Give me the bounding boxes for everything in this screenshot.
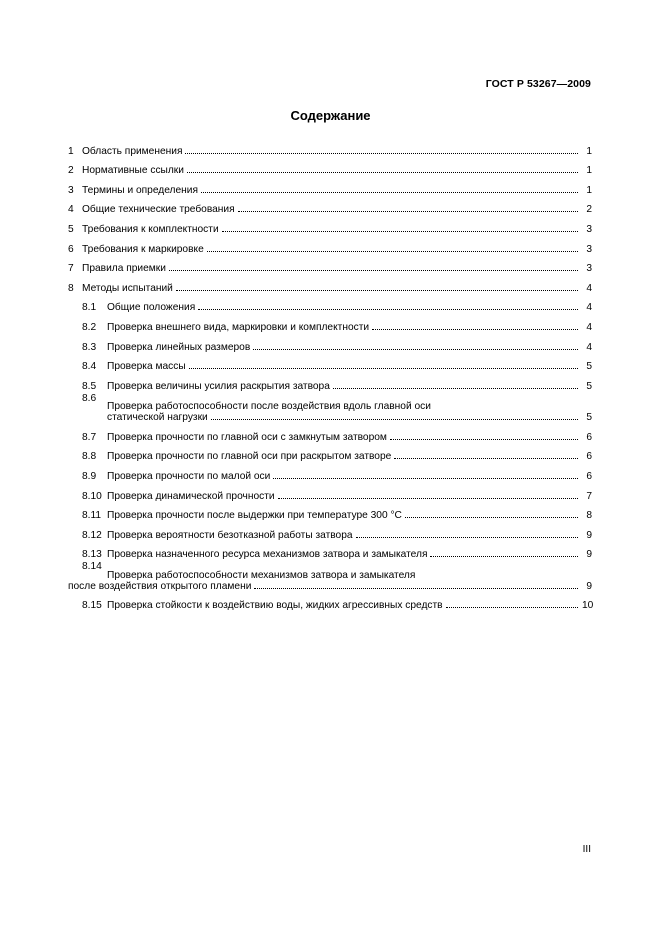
toc-entry-title: Проверка прочности по малой оси [107,471,271,482]
toc-entry-page: 4 [586,282,592,294]
toc-entry-title-continued: статической нагрузки [107,412,208,424]
toc-entry-page: 3 [586,243,592,255]
toc-subentry[interactable] [68,353,592,373]
toc-entry-page: 3 [586,263,592,275]
toc-entry[interactable] [68,137,592,157]
toc-entry-title: Проверка динамической прочности [107,490,275,502]
dot-leader [169,270,578,271]
document-header: ГОСТ Р 53267—2009 [485,78,591,90]
toc-entry-page: 5 [586,361,592,373]
toc-subentry[interactable] [68,521,592,541]
toc-subentry[interactable] [68,541,592,561]
dot-leader [333,388,578,389]
toc-entry-title: Проверка прочности по главной оси при раскрытом затворе [107,451,392,463]
toc-entry-title: Термины и определения [82,184,198,196]
toc-entry-number: 8.12 [82,529,102,541]
toc-entry-title: Проверка стойкости к воздействию воды, жидких агрессивных средств [107,600,443,612]
toc-entry-number: 8.11 [82,510,102,522]
dot-leader [446,607,578,608]
toc-entry-title: Проверка прочности по главной оси с замкнутым затвором [107,431,387,443]
toc-entry-page: 5 [586,412,592,424]
toc-entry[interactable] [68,235,592,255]
toc-entry-page: 9 [586,529,592,541]
toc-entry-number: 8.2 [82,321,97,333]
toc-entry-title: Проверка работоспособности механизмов затвора и замыкателя [107,569,416,581]
toc-entry-page: 10 [582,600,594,612]
toc-entry-title: Требования к комплектности [82,223,219,235]
toc-subentry[interactable] [68,313,592,333]
toc-entry-title: Проверка работоспособности после воздействия вдоль главной оси [107,401,431,413]
toc-subentry[interactable] [68,443,592,463]
toc-entry-page: 3 [586,223,592,235]
dot-leader [430,556,578,557]
dot-leader [372,329,578,330]
toc-subentry[interactable] [68,294,592,314]
toc-entry-number: 8 [68,282,74,294]
toc-entry-title: Общие технические требования [82,204,235,216]
toc-entry-wrap [107,401,592,423]
dot-leader [198,309,578,310]
toc-entry-number: 4 [68,204,74,216]
toc-entry-page: 6 [586,431,592,443]
toc-entry-number: 3 [68,184,74,196]
dot-leader [189,368,578,369]
page-number: III [582,844,591,855]
toc-entry-number: 1 [68,145,74,157]
dot-leader [176,290,578,291]
table-of-contents [68,137,592,611]
dot-leader [356,537,578,538]
toc-entry-number: 8.3 [82,341,97,353]
toc-entry-title: Общие положения [107,302,196,314]
toc-entry-continuation [107,412,592,423]
toc-entry[interactable] [68,176,592,196]
toc-entry-number: 8.9 [82,471,97,482]
dot-leader [207,251,578,252]
dot-leader [405,517,578,518]
toc-entry-number: 8.4 [82,361,97,373]
toc-entry-number: 8.1 [82,302,97,314]
toc-entry-title: Проверка вероятности безотказной работы затвора [107,529,353,541]
toc-entry-page: 2 [586,204,592,216]
toc-subentry[interactable] [68,592,592,612]
toc-entry-number: 2 [68,165,74,177]
toc-entry-number: 8.13 [82,549,102,561]
toc-entry-page: 5 [586,380,592,392]
dot-leader [253,349,578,350]
toc-entry-page: 9 [586,580,592,592]
toc-entry-page: 8 [586,510,592,522]
toc-entry-page: 1 [586,165,592,177]
toc-entry-title: Проверка прочности после выдержки при температуре 300 °С [107,510,402,522]
toc-entry[interactable] [68,255,592,275]
toc-entry-number: 8.14 [82,561,102,573]
toc-subentry[interactable] [68,392,592,424]
toc-entry-number: 5 [68,223,74,235]
toc-entry-number: 8.6 [82,392,97,404]
toc-entry[interactable] [68,215,592,235]
dot-leader [201,192,578,193]
toc-entry-page: 7 [586,490,592,502]
toc-subentry[interactable] [68,560,592,592]
dot-leader [238,211,578,212]
toc-entry-title: Проверка величины усилия раскрытия затвора [107,380,330,392]
toc-entry-number: 8.7 [82,431,97,443]
toc-entry-title: Проверка внешнего вида, маркировки и комплектности [107,321,370,333]
toc-subentry[interactable] [68,462,592,482]
dot-leader [187,172,578,173]
toc-subentry[interactable] [68,502,592,522]
toc-entry-title: Методы испытаний [82,282,173,294]
toc-subentry[interactable] [68,482,592,502]
toc-subentry[interactable] [68,333,592,353]
dot-leader [254,588,578,589]
toc-entry[interactable] [68,196,592,216]
dot-leader [185,153,578,154]
dot-leader [222,231,578,232]
dot-leader [211,419,578,420]
toc-entry-title: Нормативные ссылки [82,165,184,177]
toc-entry-title: Проверка назначенного ресурса механизмов затвора и замыкателя [107,549,428,561]
toc-entry-title: Проверка линейных размеров [107,341,251,353]
toc-entry-page: 9 [586,549,592,561]
dot-leader [390,439,578,440]
toc-entry-page: 4 [586,302,592,314]
toc-subentry[interactable] [68,372,592,392]
dot-leader [394,458,578,459]
toc-entry-page: 6 [586,471,592,482]
toc-entry-title: Область применения [82,145,183,157]
toc-entry-title: Правила приемки [82,263,166,275]
toc-entry[interactable] [68,157,592,177]
dot-leader [273,478,578,479]
toc-entry-number: 7 [68,263,74,275]
toc-entry[interactable] [68,274,592,294]
toc-entry-page: 4 [586,321,592,333]
toc-entry-number: 6 [68,243,74,255]
toc-entry-wrap [68,569,592,592]
toc-entry-number: 8.5 [82,380,97,392]
toc-entry-number: 8.10 [82,490,102,502]
toc-entry-title: Проверка массы [107,361,186,373]
toc-entry-number: 8.15 [82,600,102,612]
toc-entry-continuation [68,581,592,592]
toc-entry-title: Требования к маркировке [82,243,204,255]
toc-entry-page: 1 [586,184,592,196]
toc-entry-page: 1 [586,145,592,157]
dot-leader [278,498,578,499]
toc-entry-title-continued: после воздействия открытого пламени [68,580,252,592]
toc-entry-page: 4 [586,341,592,353]
toc-entry-page: 6 [586,451,592,463]
page-title: Содержание [290,108,371,123]
toc-subentry[interactable] [68,423,592,443]
toc-entry-number: 8.8 [82,451,97,463]
